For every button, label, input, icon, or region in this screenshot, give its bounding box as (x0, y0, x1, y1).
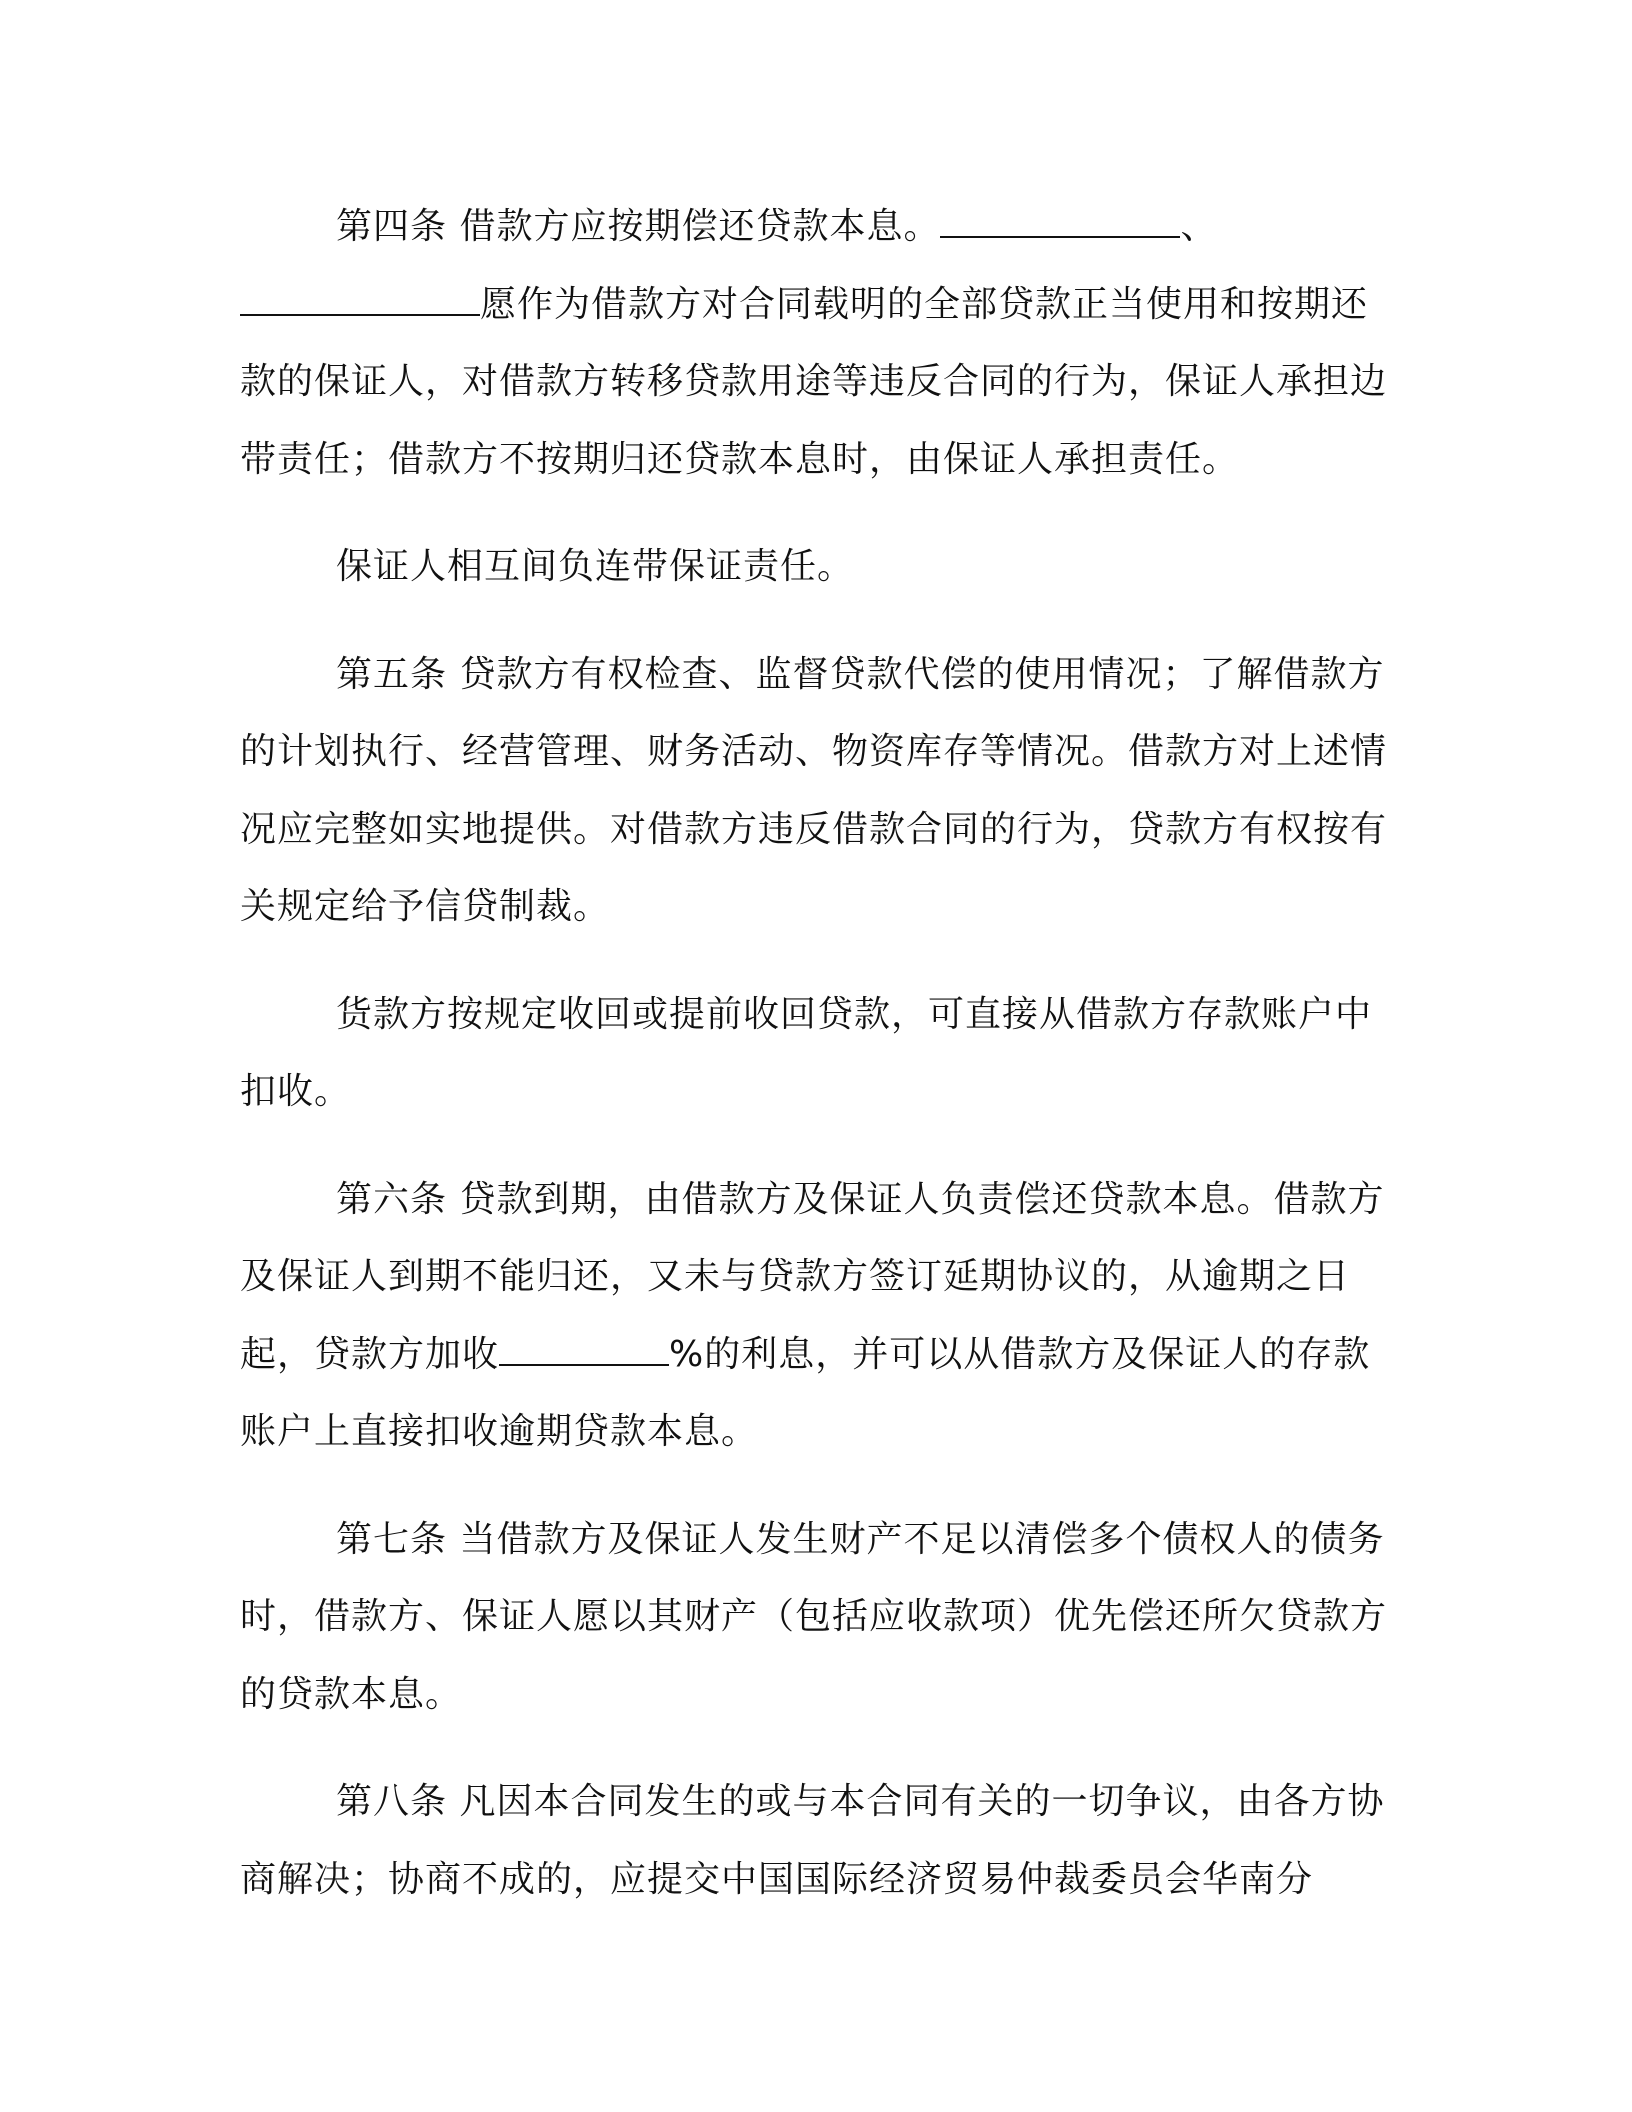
article-8-label: 第八条 (336, 1781, 448, 1822)
article-7-label: 第七条 (336, 1518, 448, 1560)
article-8-text: 凡因本合同发生的或与本合同有关的一切争议，由各方协商解决；协商不成的，应提交中国国际经济贸易仲裁委员会华南分 (240, 1781, 1385, 1900)
article-4-separator: 、 (1180, 206, 1218, 247)
article-5-label: 第五条 (336, 653, 448, 695)
article-6-text-2: %的利息，并可以从借款方及保证人的存款账户上直接扣收逾期贷款本息。 (240, 1333, 1371, 1452)
article-5-paragraph (240, 636, 1400, 946)
article-8-paragraph (240, 1763, 1400, 1918)
article-4-label: 第四条 (336, 206, 448, 247)
article-4-joint-liability: 保证人相互间负连带保证责任。 (336, 546, 855, 587)
article-5-text: 贷款方有权检查、监督贷款代偿的使用情况；了解借款方的计划执行、经营管理、财务活动、物资库存等情况。借款方对上述情况应完整如实地提供。对借款方违反借款合同的行为，贷款方有权按有关规定给予信贷制裁。 (240, 653, 1388, 927)
guarantor-blank-1 (940, 206, 1180, 238)
article-7-text: 当借款方及保证人发生财产不足以清偿多个债权人的债务时，借款方、保证人愿以其财产（包括应收款项）优先偿还所欠贷款方的贷款本息。 (240, 1518, 1388, 1715)
article-5-deduction: 货款方按规定收回或提前收回贷款，可直接从借款方存款账户中扣收。 (240, 993, 1373, 1112)
article-7-paragraph (240, 1501, 1400, 1734)
article-4-paragraph (240, 188, 1400, 498)
article-4-text-2: 愿作为借款方对合同载明的全部贷款正当使用和按期还款的保证人，对借款方转移贷款用途等违反合同的行为，保证人承担边带责任；借款方不按期归还贷款本息时，由保证人承担责任。 (240, 283, 1388, 480)
guarantor-blank-2 (240, 284, 480, 316)
document-body (240, 188, 1400, 1948)
article-6-paragraph (240, 1161, 1400, 1471)
article-6-text-1: 贷款到期，由借款方及保证人负责偿还贷款本息。借款方及保证人到期不能归还，又未与贷款方签订延期协议的，从逾期之日起，贷款方加收 (240, 1178, 1385, 1375)
article-6-label: 第六条 (336, 1178, 448, 1220)
article-4-text-1: 借款方应按期偿还贷款本息。 (459, 206, 941, 247)
interest-rate-blank (499, 1334, 669, 1366)
